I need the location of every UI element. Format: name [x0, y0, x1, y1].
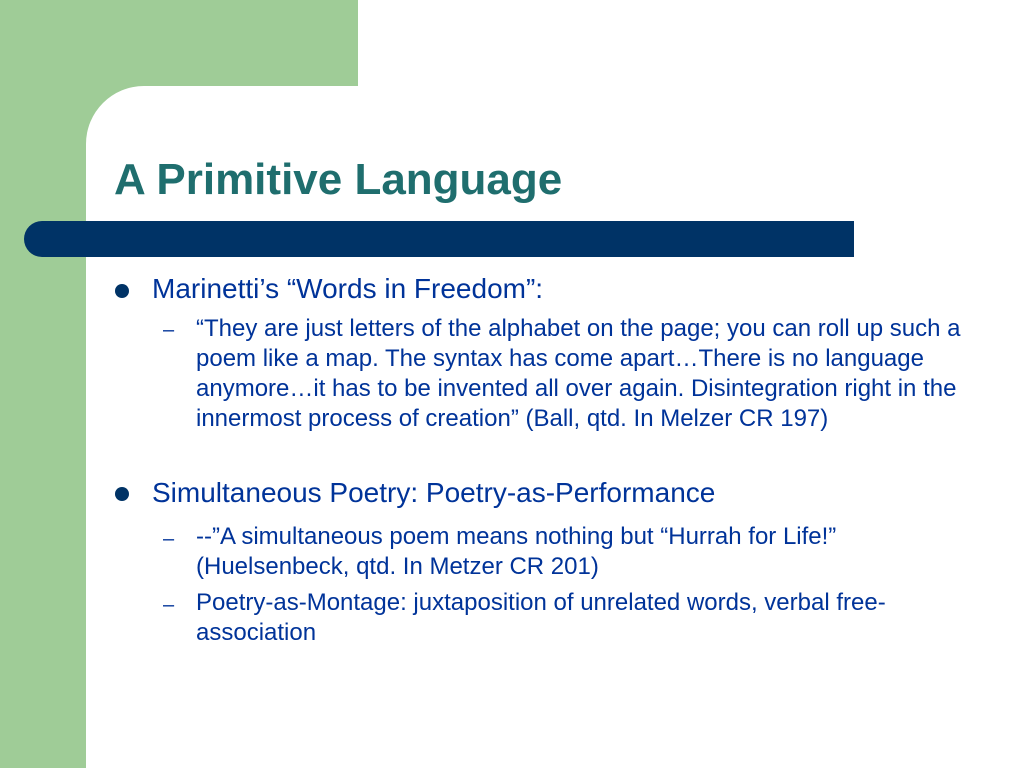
bullet-simultaneous-poetry: Simultaneous Poetry: Poetry-as-Performance — [152, 477, 716, 508]
dash-icon: – — [163, 528, 175, 550]
bullet-dot-icon — [115, 284, 129, 298]
bullet-dot-icon — [115, 487, 129, 501]
slide-title: A Primitive Language — [114, 155, 563, 204]
subpoint-huelsenbeck-quote: --”A simultaneous poem means nothing but “Hurrah for Life!” (Huelsenbeck, qtd. In Metzer CR 201) — [196, 523, 837, 580]
dash-icon: – — [163, 594, 175, 616]
bullet-marinetti: Marinetti’s “Words in Freedom”: — [152, 273, 544, 304]
subpoint-montage: Poetry-as-Montage: juxtaposition of unrelated words, verbal free-association — [196, 589, 886, 646]
dash-icon: – — [163, 319, 175, 341]
subpoint-ball-quote: “They are just letters of the alphabet on the page; you can roll up such a poem like a map. The syntax has come apart…There is no language anymore…it has to be invented all over again. Disintegration right in the innermost process of creation” (Ball, qtd. In Melzer CR 197) — [196, 315, 961, 432]
